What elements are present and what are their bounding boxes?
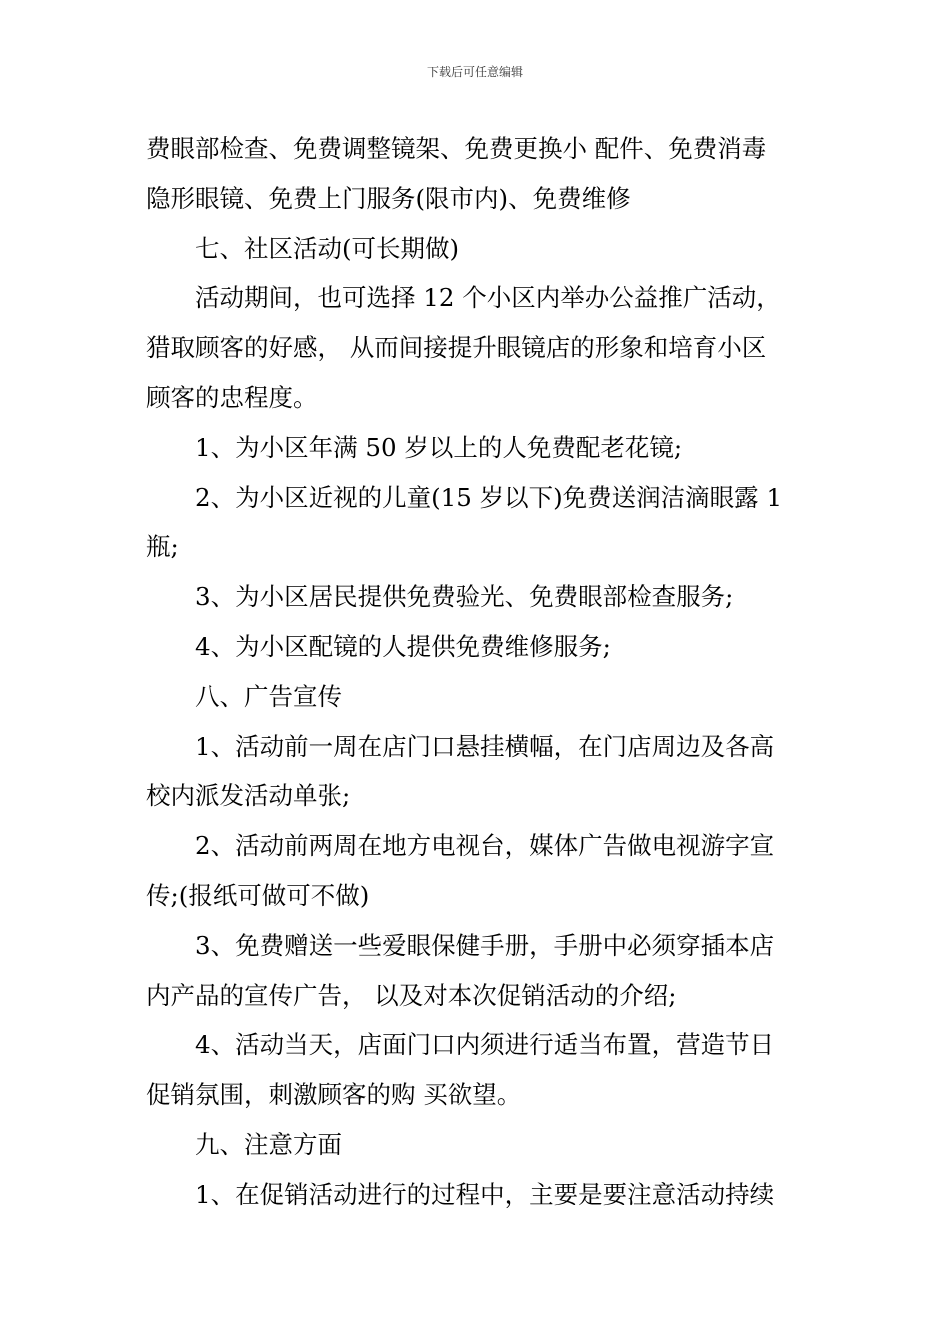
list-item: 3、免费赠送一些爱眼保健手册，手册中必须穿插本店 (195, 930, 775, 960)
section-heading-notes: 九、注意方面 (195, 1129, 342, 1159)
text-line: 校内派发活动单张; (146, 781, 351, 811)
text-line: 传;(报纸可做可不做) (146, 880, 370, 910)
section-heading-community: 七、社区活动(可长期做) (195, 233, 460, 263)
list-item: 2、为小区近视的儿童(15 岁以下)免费送润洁滴眼露 1 (195, 482, 783, 512)
page-header: 下载后可任意编辑 (426, 65, 523, 79)
text-line: 瓶; (146, 532, 179, 562)
text-line: 费眼部检查、免费调整镜架、免费更换小 配件、免费消毒 (146, 134, 767, 163)
section-heading-advertising: 八、广告宣传 (195, 681, 342, 711)
list-item: 4、为小区配镜的人提供免费维修服务; (195, 631, 611, 661)
text-line: 猎取顾客的好感， 从而间接提升眼镜店的形象和培育小区 (146, 333, 767, 363)
text-line: 活动期间，也可选择 12 个小区内举办公益推广活动， (195, 283, 781, 313)
text-line: 顾客的忠程度。 (146, 382, 318, 412)
list-item: 2、活动前两周在地方电视台，媒体广告做电视游字宣 (195, 831, 775, 861)
list-item: 4、活动当天，店面门口内须进行适当布置，营造节日 (195, 1030, 775, 1060)
list-item: 1、活动前一周在店门口悬挂横幅，在门店周边及各高 (195, 731, 775, 761)
text-line: 内产品的宣传广告， 以及对本次促销活动的介绍; (146, 980, 677, 1010)
text-line: 促销氛围，刺激顾客的购 买欲望。 (146, 1080, 522, 1110)
list-item: 1、为小区年满 50 岁以上的人免费配老花镜; (195, 432, 683, 462)
list-item: 1、在促销活动进行的过程中，主要是要注意活动持续 (195, 1179, 775, 1209)
text-line: 隐形眼镜、免费上门服务(限市内)、免费维修 (146, 183, 631, 213)
list-item: 3、为小区居民提供免费验光、免费眼部检查服务; (195, 582, 734, 612)
document-body (146, 124, 810, 1220)
